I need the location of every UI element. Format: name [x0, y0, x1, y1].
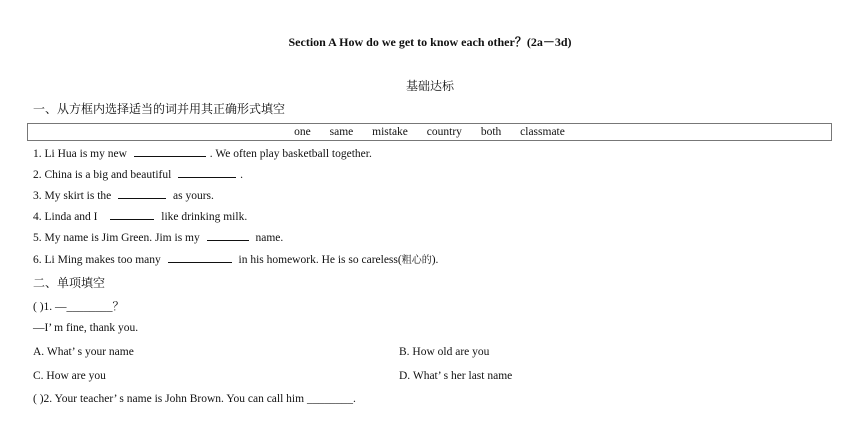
mc-question-1: ( )1. —________？	[33, 301, 125, 313]
question-2: 2. China is a big and beautiful .	[33, 169, 244, 181]
option-c[interactable]: C. How are you	[33, 370, 106, 382]
part2-heading: 二、单项填空	[33, 276, 106, 290]
answer-blank-2[interactable]	[178, 167, 236, 178]
word-item: same	[329, 126, 354, 138]
part1-heading: 一、从方框内选择适当的词并用其正确形式填空	[33, 102, 286, 116]
answer-blank-6[interactable]	[168, 252, 232, 263]
word-item: one	[294, 126, 311, 138]
word-item: both	[480, 126, 502, 138]
question-1: 1. Li Hua is my new . We often play basketball together.	[33, 148, 372, 160]
answer-blank-3[interactable]	[118, 188, 166, 199]
page-title: Section A How do we get to know each other？(2a－3d)	[288, 35, 572, 49]
chinese-note: 粗心的	[401, 255, 432, 266]
answer-blank-4[interactable]	[110, 209, 154, 220]
mc-question-1-reply: —I’ m fine, thank you.	[33, 322, 139, 334]
word-item: country	[426, 126, 462, 138]
question-6: 6. Li Ming makes too many in his homework. He is so careless(粗心的).	[33, 254, 439, 266]
mc-question-2: ( )2. Your teacher’ s name is John Brown. You can call him ________.	[33, 393, 356, 405]
option-d[interactable]: D. What’ s her last name	[399, 370, 513, 382]
question-3: 3. My skirt is the as yours.	[33, 190, 214, 202]
question-5: 5. My name is Jim Green. Jim is my name.	[33, 232, 284, 244]
word-box	[27, 123, 832, 141]
answer-blank-5[interactable]	[207, 230, 249, 241]
page-subtitle: 基础达标	[405, 79, 454, 93]
option-b[interactable]: B. How old are you	[399, 346, 490, 358]
word-item: mistake	[372, 126, 408, 138]
word-item: classmate	[520, 126, 565, 138]
option-a[interactable]: A. What’ s your name	[33, 346, 134, 358]
question-4: 4. Linda and I like drinking milk.	[33, 211, 248, 223]
answer-blank-1[interactable]	[134, 146, 206, 157]
